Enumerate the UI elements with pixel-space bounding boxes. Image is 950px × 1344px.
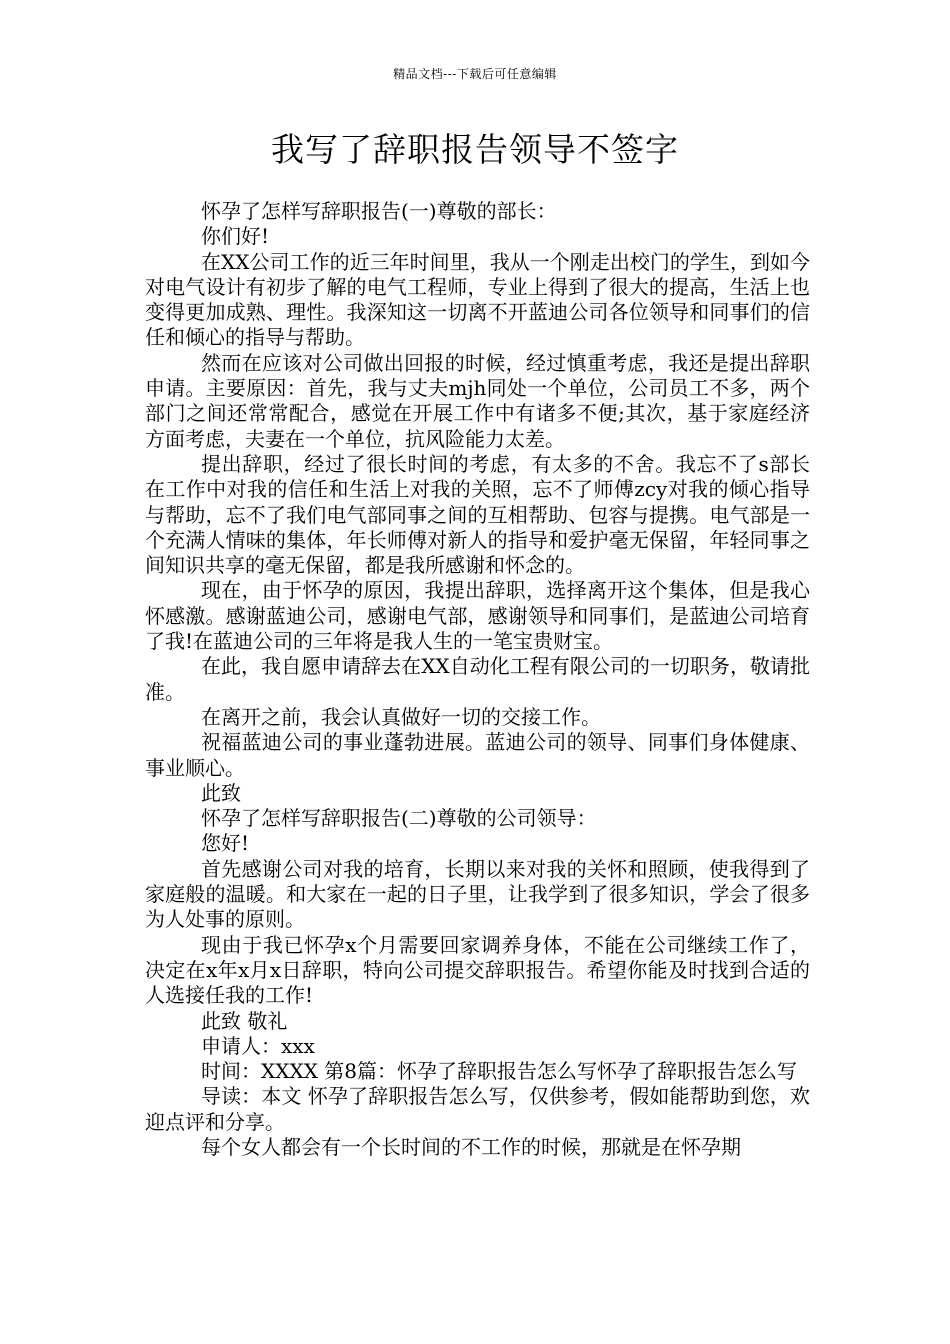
paragraph: 时间：XXXX 第8篇：怀孕了辞职报告怎么写怀孕了辞职报告怎么写 — [201, 1059, 798, 1084]
document-body — [145, 199, 810, 1160]
paragraph: 你们好! — [201, 224, 270, 249]
paragraph: 此致 敬礼 — [201, 1008, 288, 1033]
paragraph: 怀孕了怎样写辞职报告(二)尊敬的公司领导： — [201, 806, 597, 831]
document-title: 我写了辞职报告领导不签字 — [271, 130, 679, 169]
header-note: 精品文档---下载后可任意编辑 — [393, 67, 557, 81]
paragraph: 现由于我已怀孕x个月需要回家调养身体，不能在公司继续工作了，决定在x年x月x日辞职，特向公司提交辞职报告。希望你能及时找到合适的人选接任我的工作! — [145, 932, 810, 1008]
paragraph: 在此，我自愿申请辞去在XX自动化工程有限公司的一切职务，敬请批准。 — [145, 654, 810, 704]
paragraph: 申请人：xxx — [201, 1033, 315, 1058]
paragraph: 在离开之前，我会认真做好一切的交接工作。 — [201, 704, 601, 729]
paragraph: 在XX公司工作的近三年时间里，我从一个刚走出校门的学生，到如今对电气设计有初步了解的电气工程师，专业上得到了很大的提高，生活上也变得更加成熟、理性。我深知这一切离不开蓝迪公司各位领导和同事们的信任和倾心的指导与帮助。 — [145, 249, 810, 350]
paragraph: 导读：本文 怀孕了辞职报告怎么写，仅供参考，假如能帮助到您，欢迎点评和分享。 — [145, 1084, 810, 1134]
paragraph: 首先感谢公司对我的培育，长期以来对我的关怀和照顾，使我得到了家庭般的温暖。和大家在一起的日子里，让我学到了很多知识，学会了很多为人处事的原则。 — [145, 856, 810, 932]
paragraph: 每个女人都会有一个长时间的不工作的时候，那就是在怀孕期 — [201, 1134, 741, 1159]
paragraph: 然而在应该对公司做出回报的时候，经过慎重考虑，我还是提出辞职申请。主要原因：首先，我与丈夫mjh同处一个单位，公司员工不多，两个部门之间还常常配合，感觉在开展工作中有诸多不便;其次，基于家庭经济方面考虑，夫妻在一个单位，抗风险能力太差。 — [145, 350, 810, 451]
paragraph: 此致 — [201, 780, 241, 805]
paragraph: 祝福蓝迪公司的事业蓬勃进展。蓝迪公司的领导、同事们身体健康、事业顺心。 — [145, 730, 810, 780]
paragraph: 您好! — [201, 831, 250, 856]
paragraph: 怀孕了怎样写辞职报告(一)尊敬的部长： — [201, 199, 557, 223]
paragraph: 现在，由于怀孕的原因，我提出辞职，选择离开这个集体，但是我心怀感激。感谢蓝迪公司，感谢电气部，感谢领导和同事们，是蓝迪公司培育了我!在蓝迪公司的三年将是我人生的一笔宝贵财宝。 — [145, 578, 810, 654]
paragraph: 提出辞职，经过了很长时间的考虑，有太多的不舍。我忘不了s部长在工作中对我的信任和生活上对我的关照，忘不了师傅zcy对我的倾心指导与帮助，忘不了我们电气部同事之间的互相帮助、包容与提携。电气部是一个充满人情味的集体，年长师傅对新人的指导和爱护毫无保留，年轻同事之间知识共享的毫无保留，都是我所感谢和怀念的。 — [145, 451, 810, 578]
